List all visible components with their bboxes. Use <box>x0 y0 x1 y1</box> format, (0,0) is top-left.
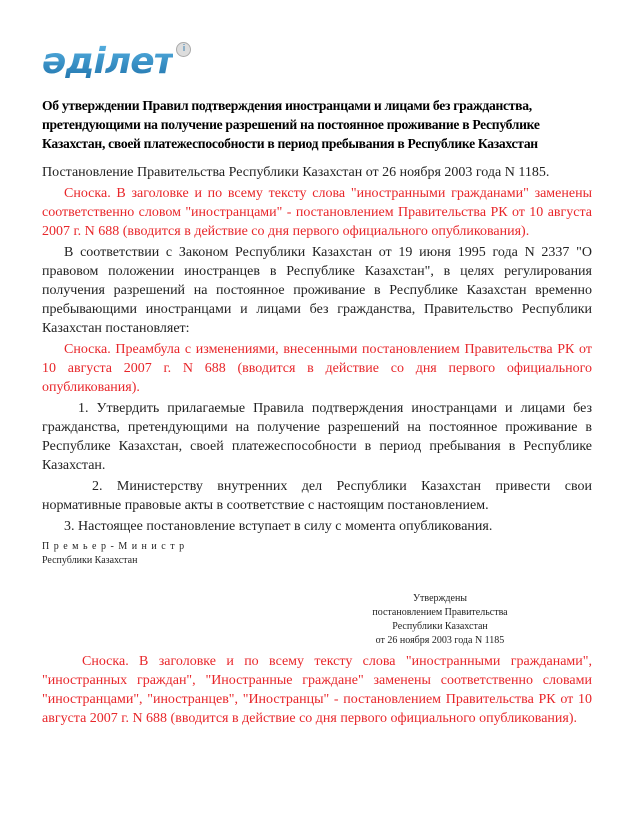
footnote-1: Сноска. В заголовке и по всему тексту слова "иностранными гражданами" заменены соответственно словом "иностранцами" - постановлением Правительства РК от 10 августа 2007 г. N 688 (вводится в действие со дня первого официального опубликования). <box>42 186 592 239</box>
item-2: 2. Министерству внутренних дел Республики Казахстан привести свои нормативные правовые акты в соответствие с настоящим постановлением. <box>42 479 592 513</box>
adilet-logo[interactable]: әділет <box>42 41 174 82</box>
item-3: 3. Настоящее постановление вступает в силу с момента опубликования. <box>64 519 493 534</box>
item-1: 1. Утвердить прилагаемые Правила подтверждения иностранцами и лицами без гражданства, претендующими на получение разрешений на постоянное проживание в Республике Казахстан, своей платежеспособности в период пребывания в Республике Казахстан. <box>42 401 592 473</box>
approved-line-4: от 26 ноября 2003 года N 1185 <box>375 635 505 646</box>
signature-block <box>42 540 592 568</box>
decree-reference: Постановление Правительства Республики Казахстан от 26 ноября 2003 года N 1185. <box>42 165 550 180</box>
footnote-2: Сноска. Преамбула с изменениями, внесенными постановлением Правительства РК от 10 августа 2007 г. N 688 (вводится в действие со дня первого официального опубликования). <box>42 342 592 395</box>
signature-country: Республики Казахстан <box>42 555 138 566</box>
approved-line-2: постановлением Правительства <box>372 607 508 618</box>
logo-row <box>42 40 592 88</box>
preamble: В соответствии с Законом Республики Казахстан от 19 июня 1995 года N 2337 "О правовом положении иностранцев в Республике Казахстан", в целях регулирования получения разрешений на постоянное проживание в Республике Казахстан временно пребывающими иностранцами и лицами без гражданства, Правительство Республики Казахстан постановляет: <box>42 245 592 336</box>
signature-title: П р е м ь е р - М и н и с т р <box>42 541 186 552</box>
document-title: Об утверждении Правил подтверждения иностранцами и лицами без гражданства, претендующими на получение разрешений на постоянное проживание в Республике Казахстан, своей платежеспособности в период пребывания в Республике Казахстан <box>42 98 540 151</box>
footnote-3: Сноска. В заголовке и по всему тексту слова "иностранными гражданами", "иностранных граждан", "Иностранные граждане" заменены соответственно словами "иностранцами", "иностранцев", "Иностранцы" - постановлением Правительства РК от 10 августа 2007 г. N 688 (вводится в действие со дня первого официального опубликования). <box>42 654 592 726</box>
info-icon: i <box>176 42 191 57</box>
approved-line-1: Утверждены <box>412 593 468 604</box>
approved-line-3: Республики Казахстан <box>392 621 488 632</box>
approval-block <box>340 592 540 648</box>
